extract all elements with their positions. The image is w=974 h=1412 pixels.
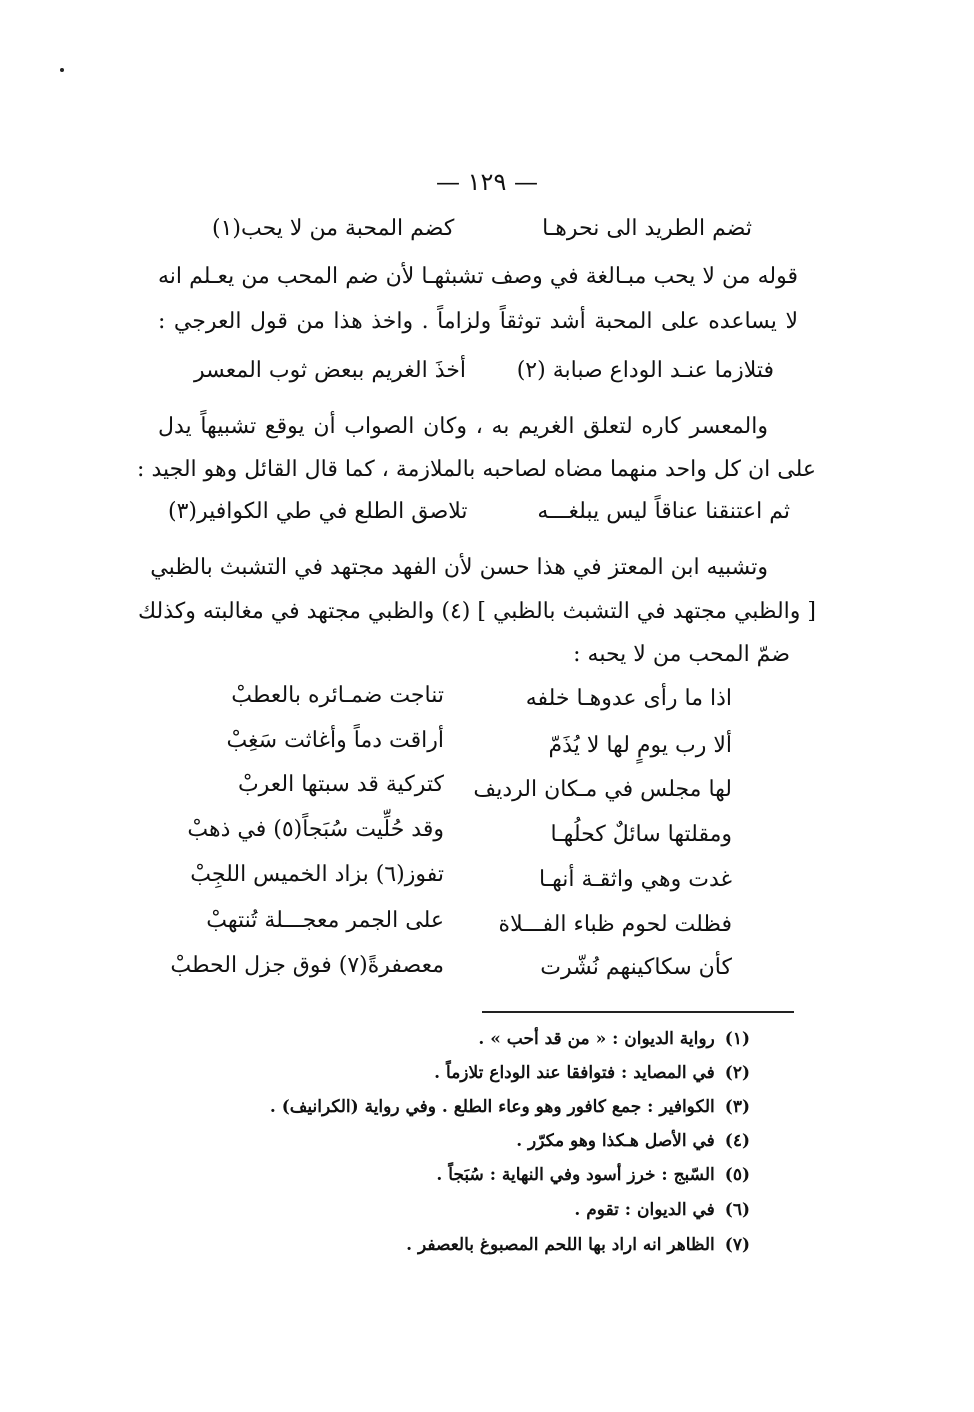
footnote-text: رواية الديوان : « من قد أحب » . bbox=[478, 1029, 715, 1049]
footnote-text: السّبج : خرز أسود وفي النهاية : سُبَجاً . bbox=[436, 1165, 715, 1185]
footnote bbox=[434, 1060, 750, 1086]
footnote bbox=[574, 1197, 750, 1223]
text-line: على ان كل واحد منهما مضاه لصاحبه بالملازمة ، كما قال القائل وهو الجيد : bbox=[137, 457, 816, 482]
verse-second-half: أخذَ الغريم ببعض ثوب المعسر bbox=[194, 358, 467, 383]
footnote bbox=[516, 1128, 750, 1154]
footnote-text: الظاهر انه اراد بها اللحم المصبوغ بالعصفر . bbox=[406, 1235, 715, 1255]
footnote-number: (٢) bbox=[724, 1063, 750, 1083]
poem-first-half: ألا رب يومٍ لها لا يُذَمّ bbox=[548, 733, 732, 758]
footnote-number: (٥) bbox=[724, 1165, 750, 1185]
quoted-verse bbox=[168, 497, 790, 527]
verse-first-half: فتلازما عنـد الوداع صبابة (٢) bbox=[516, 358, 774, 383]
poem-first-half: غدت وهي واثقـة أنهـا bbox=[538, 867, 732, 892]
footnote-number: (٦) bbox=[724, 1200, 750, 1220]
footnote-number: (٧) bbox=[724, 1235, 750, 1255]
quoted-verse bbox=[194, 356, 774, 386]
verse-second-half: كضم المحبة من لا يحب(١) bbox=[212, 216, 455, 241]
footnote-number: (٤) bbox=[724, 1131, 750, 1151]
poem-first-half: ومقلتها سائلٌ كحلُهـا bbox=[550, 822, 732, 847]
poem-second-half: أراقت دماً وأغاثت سَغِبْ bbox=[226, 728, 444, 753]
text-line: لا يساعده على المحبة أشد توثقاً ولزاماً . واخذ هذا من قول العرجي : bbox=[158, 309, 798, 334]
footnote bbox=[270, 1094, 750, 1120]
poem-first-half: فظلت لحوم ظباء الفـــلاة bbox=[498, 912, 732, 937]
poem-second-half: تناجت ضمـائره بالعطبْ bbox=[231, 683, 444, 708]
poem-second-half: معصفرةً(٧) فوق جزل الحطبْ bbox=[170, 953, 444, 978]
poem-second-half: وقد حُلِّيت سُبَجاً(٥) في ذهبْ bbox=[187, 817, 444, 842]
footnote bbox=[406, 1232, 750, 1258]
poem-first-half: لها مجلس في مـكان الرديف bbox=[473, 777, 732, 802]
verse-first-half: ثضم الطريد الى نحرهـا bbox=[542, 216, 752, 241]
text-line: وتشبيه ابن المعتز في هذا حسن لأن الفهد مجتهد في التشبث بالظبي bbox=[150, 555, 768, 580]
footnote bbox=[478, 1026, 750, 1052]
verse-second-half: تلاصق الطلع في طي الكوافير(٣) bbox=[168, 499, 468, 524]
text-line: قوله من لا يحب مبـالغة في وصف تشبثهـا لأن ضم المحب من يعـلم انه bbox=[158, 264, 798, 289]
text-line: ضمّ المحب من لا يحبه : bbox=[573, 642, 790, 667]
opening-verse bbox=[212, 214, 752, 244]
footnote bbox=[436, 1162, 750, 1188]
poem-second-half: على الجمر معجـــلة تُنتهبْ bbox=[206, 908, 444, 933]
footnote-text: في الديوان : تقوم . bbox=[574, 1200, 715, 1220]
footnote-text: في الأصل هـكذا وهو مكرّر . bbox=[516, 1131, 715, 1151]
footnote-number: (١) bbox=[724, 1029, 750, 1049]
page-number: — ١٢٩ — bbox=[436, 168, 538, 196]
footnote-number: (٣) bbox=[724, 1097, 750, 1117]
text-line: والمعسر كاره لتعلق الغريم به ، وكان الصواب أن يوقع تشبيهاً يدل bbox=[158, 414, 768, 439]
poem-second-half: كتركية قد سبتها العربْ bbox=[237, 772, 444, 797]
poem-first-half: كأن سكاكينهم نُشّرت bbox=[540, 955, 732, 980]
footnote-text: في المصايد : فتوافقا عند الوداع تلازماً . bbox=[434, 1063, 715, 1083]
text-line: [ والظبي مجتهد في التشبث بالظبي ] (٤) والظبي مجتهد في مغالبته وكذلك bbox=[138, 599, 816, 624]
page-speck bbox=[60, 68, 64, 72]
poem-second-half: تفوز(٦) بزاد الخميس اللجِبْ bbox=[190, 862, 444, 887]
verse-first-half: ثم اعتنقنا عناقاً ليس يبلغـــه bbox=[537, 499, 790, 524]
footnote-divider bbox=[482, 1011, 794, 1013]
footnote-text: الكوافير : جمع كافور وهو وعاء الطلع . وفي رواية (الكرانيف) . bbox=[269, 1097, 715, 1117]
poem-first-half: اذا ما رأى عدوهـا خلفه bbox=[525, 686, 732, 711]
